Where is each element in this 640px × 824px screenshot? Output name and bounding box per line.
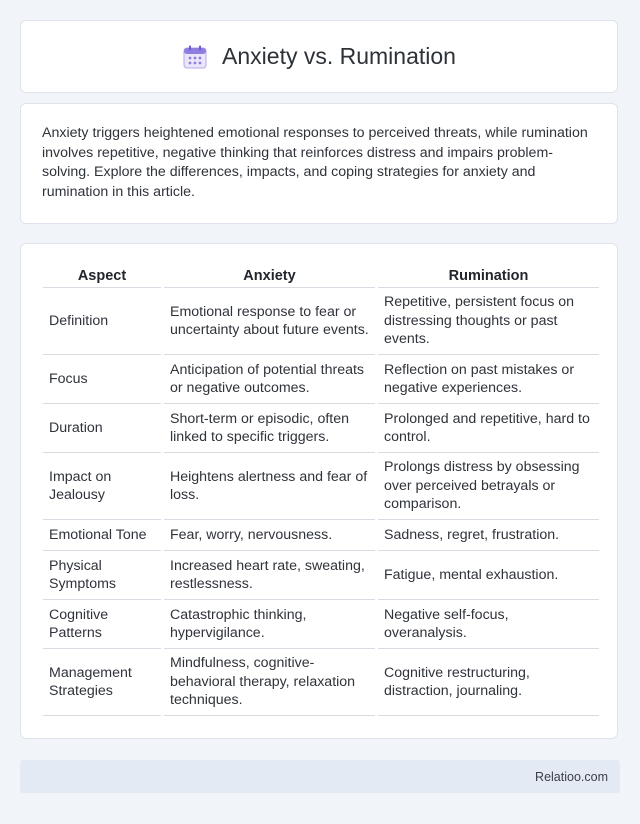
rumination-cell: Reflection on past mistakes or negative experiences. — [378, 355, 599, 404]
table-row — [43, 404, 599, 453]
aspect-cell: Cognitive Patterns — [43, 600, 161, 649]
rumination-cell: Cognitive restructuring, distraction, journaling. — [378, 649, 599, 716]
table-row — [43, 288, 599, 355]
header-card — [20, 20, 618, 93]
footer — [20, 760, 620, 793]
anxiety-cell: Fear, worry, nervousness. — [164, 520, 375, 551]
table-row — [43, 551, 599, 600]
calendar-icon — [182, 44, 208, 70]
intro-card — [20, 103, 618, 224]
aspect-cell: Physical Symptoms — [43, 551, 161, 600]
table-header-row — [43, 264, 599, 288]
aspect-cell: Emotional Tone — [43, 520, 161, 551]
table-row — [43, 649, 599, 716]
table-row — [43, 520, 599, 551]
aspect-cell: Focus — [43, 355, 161, 404]
rumination-cell: Negative self-focus, overanalysis. — [378, 600, 599, 649]
table-row — [43, 600, 599, 649]
anxiety-cell: Heightens alertness and fear of loss. — [164, 453, 375, 520]
anxiety-cell: Short-term or episodic, often linked to specific triggers. — [164, 404, 375, 453]
table-row — [43, 453, 599, 520]
intro-text: Anxiety triggers heightened emotional responses to perceived threats, while rumination involves repetitive, negative thinking that reinforces distress and impairs problem-solving. Explore the differences, impacts, and coping strategies for anxiety and rumination in this article. — [42, 125, 588, 200]
table-row — [43, 355, 599, 404]
aspect-cell: Duration — [43, 404, 161, 453]
anxiety-cell: Anticipation of potential threats or negative outcomes. — [164, 355, 375, 404]
page-title: Anxiety vs. Rumination — [222, 43, 456, 69]
rumination-cell: Prolongs distress by obsessing over perceived betrayals or comparison. — [378, 453, 599, 520]
rumination-cell: Fatigue, mental exhaustion. — [378, 551, 599, 600]
aspect-cell: Impact on Jealousy — [43, 453, 161, 520]
column-header: Rumination — [378, 264, 599, 288]
rumination-cell: Sadness, regret, frustration. — [378, 520, 599, 551]
anxiety-cell: Increased heart rate, sweating, restlessness. — [164, 551, 375, 600]
aspect-cell: Management Strategies — [43, 649, 161, 716]
anxiety-cell: Mindfulness, cognitive-behavioral therapy, relaxation techniques. — [164, 649, 375, 716]
rumination-cell: Prolonged and repetitive, hard to control. — [378, 404, 599, 453]
rumination-cell: Repetitive, persistent focus on distressing thoughts or past events. — [378, 288, 599, 355]
comparison-card — [20, 243, 618, 739]
footer-brand[interactable]: Relatioo.com — [535, 769, 608, 784]
anxiety-cell: Catastrophic thinking, hypervigilance. — [164, 600, 375, 649]
aspect-cell: Definition — [43, 288, 161, 355]
column-header: Aspect — [43, 264, 161, 288]
column-header: Anxiety — [164, 264, 375, 288]
comparison-table — [40, 264, 602, 716]
anxiety-cell: Emotional response to fear or uncertainty about future events. — [164, 288, 375, 355]
